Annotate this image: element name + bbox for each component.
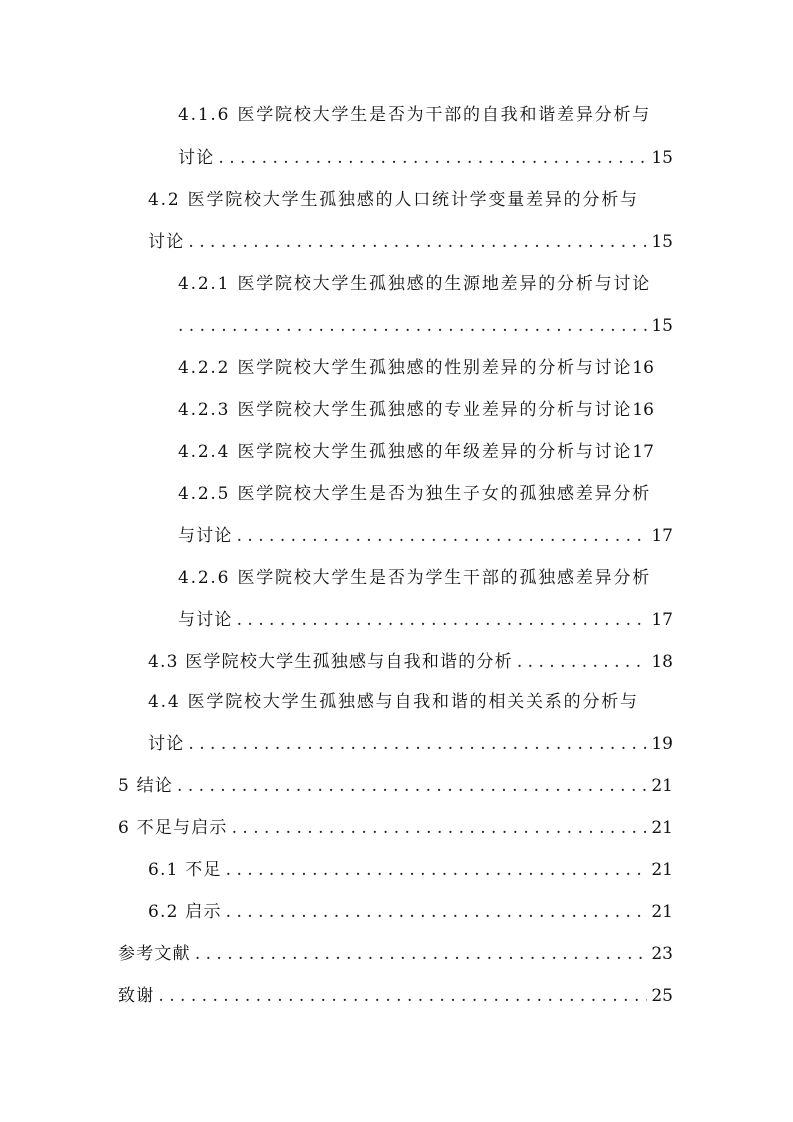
toc-entry-label: 与讨论 <box>178 610 233 630</box>
toc-page-number: 16 <box>632 358 654 378</box>
toc-entry-label: 4.2.6 医学院校大学生是否为学生干部的孤独感差异分析 <box>178 568 652 588</box>
toc-entry-4-2-1-line2[interactable] <box>178 312 673 340</box>
toc-entry-4-3[interactable] <box>148 648 673 676</box>
toc-entry-4-2-6-line1 <box>178 564 673 592</box>
toc-entry-6-1[interactable] <box>148 856 673 884</box>
toc-entry-label: 4.2.5 医学院校大学生是否为独生子女的孤独感差异分析 <box>178 484 652 504</box>
toc-leader-dots <box>517 648 648 676</box>
toc-entry-4-2-2[interactable] <box>178 354 673 382</box>
toc-entry-label: 4.2.3 医学院校大学生孤独感的专业差异的分析与讨论 <box>178 400 633 420</box>
toc-entry-label: 讨论 <box>178 148 215 168</box>
toc-leader-dots <box>177 772 647 800</box>
toc-entry-label: 讨论 <box>148 232 185 252</box>
toc-page-number: 17 <box>651 526 673 546</box>
toc-page-number: 15 <box>651 316 673 336</box>
toc-leader-dots <box>188 228 647 256</box>
toc-entry-4-4-line1 <box>148 688 673 716</box>
toc-entry-4-2-line2[interactable] <box>148 228 673 256</box>
toc-entry-label: 4.2.1 医学院校大学生孤独感的生源地差异的分析与讨论 <box>178 274 652 294</box>
toc-entry-label: 5 结论 <box>118 776 174 796</box>
toc-entry-4-4-line2[interactable] <box>148 730 673 758</box>
toc-leader-dots <box>188 730 647 758</box>
toc-entry-4-2-5-line1 <box>178 480 673 508</box>
toc-page-number: 19 <box>651 734 673 754</box>
toc-entry-label: 4.2 医学院校大学生孤独感的人口统计学变量差异的分析与 <box>148 190 639 210</box>
toc-entry-label: 6 不足与启示 <box>118 818 228 838</box>
toc-leader-dots <box>158 982 647 1010</box>
toc-page-number: 15 <box>651 232 673 252</box>
toc-entry-6[interactable] <box>118 814 673 842</box>
toc-entry-label: 参考文献 <box>118 944 191 964</box>
toc-page-number: 23 <box>651 944 673 964</box>
toc-entry-4-1-6-line2[interactable] <box>178 144 673 172</box>
toc-entry-label: 4.2.2 医学院校大学生孤独感的性别差异的分析与讨论 <box>178 358 633 378</box>
toc-entry-label: 4.1.6 医学院校大学生是否为干部的自我和谐差异分析与 <box>178 105 652 125</box>
toc-entry-4-2-1-line1 <box>178 270 673 298</box>
toc-entry-label: 4.3 医学院校大学生孤独感与自我和谐的分析 <box>148 652 513 672</box>
toc-leader-dots <box>195 940 648 968</box>
toc-page-number: 21 <box>651 818 673 838</box>
toc-leader-dots <box>226 898 648 926</box>
toc-entry-references[interactable] <box>118 940 673 968</box>
toc-page-number: 21 <box>651 902 673 922</box>
toc-page-number: 17 <box>651 610 673 630</box>
toc-entry-label: 6.2 启示 <box>148 902 222 922</box>
toc-page-number: 21 <box>651 776 673 796</box>
toc-entry-label: 6.1 不足 <box>148 860 222 880</box>
toc-entry-4-2-3[interactable] <box>178 396 673 424</box>
toc-entry-4-1-6-line1 <box>178 101 673 129</box>
toc-page-number: 21 <box>651 860 673 880</box>
toc-entry-label: 与讨论 <box>178 526 233 546</box>
toc-entry-acknowledgements[interactable] <box>118 982 673 1010</box>
toc-entry-4-2-5-line2[interactable] <box>178 522 673 550</box>
toc-entry-4-2-6-line2[interactable] <box>178 606 673 634</box>
toc-leader-dots <box>218 144 647 172</box>
toc-leader-dots <box>178 312 647 340</box>
toc-leader-dots <box>237 606 648 634</box>
toc-page-number: 16 <box>632 400 654 420</box>
toc-page-number: 25 <box>651 986 673 1006</box>
toc-entry-label: 4.4 医学院校大学生孤独感与自我和谐的相关关系的分析与 <box>148 692 639 712</box>
toc-leader-dots <box>237 522 648 550</box>
toc-entry-label: 讨论 <box>148 734 185 754</box>
toc-page-number: 18 <box>651 652 673 672</box>
toc-entry-5[interactable] <box>118 772 673 800</box>
toc-leader-dots <box>232 814 648 842</box>
toc-entry-6-2[interactable] <box>148 898 673 926</box>
toc-page-number: 17 <box>632 442 654 462</box>
toc-entry-label: 4.2.4 医学院校大学生孤独感的年级差异的分析与讨论 <box>178 442 633 462</box>
toc-leader-dots <box>226 856 648 884</box>
toc-page-number: 15 <box>651 148 673 168</box>
toc-entry-4-2-4[interactable] <box>178 438 673 466</box>
toc-entry-label: 致谢 <box>118 986 155 1006</box>
toc-entry-4-2-line1 <box>148 186 673 214</box>
